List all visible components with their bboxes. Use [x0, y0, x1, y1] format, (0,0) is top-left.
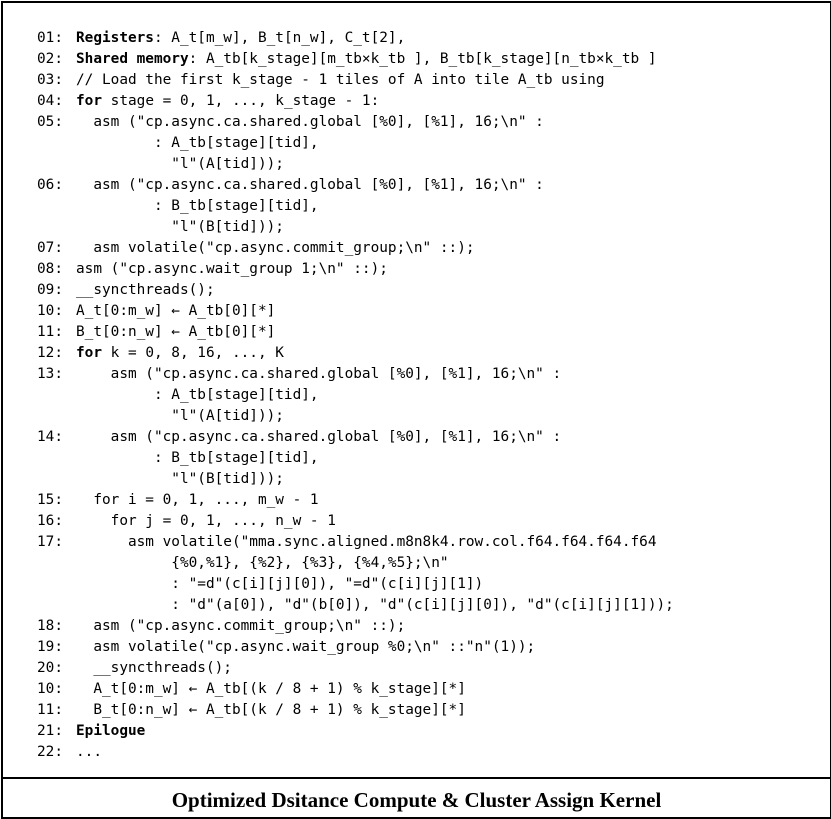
code-content: "l"(A[tid])); [76, 408, 284, 424]
line-number: 12: [37, 345, 63, 361]
code-content: ... [76, 744, 102, 760]
line-number: 19: [37, 639, 63, 655]
line-number: 10: [37, 681, 63, 697]
code-content: asm ("cp.async.ca.shared.global [%0], [%1], 16;\n" : [76, 114, 544, 130]
line-number: 14: [37, 429, 63, 445]
code-text [76, 70, 605, 91]
code-line [37, 343, 820, 364]
line-number [37, 595, 76, 616]
line-number [37, 406, 76, 427]
code-text [76, 154, 284, 175]
code-line [37, 658, 820, 679]
caption-divider [3, 777, 830, 779]
line-number: 22: [37, 744, 63, 760]
code-line [37, 742, 820, 763]
code-keyword: Shared memory [76, 51, 189, 67]
code-content: : A_tb[stage][tid], [76, 135, 319, 151]
line-number: 11: [37, 702, 63, 718]
code-text [76, 469, 284, 490]
line-number: 11: [37, 324, 63, 340]
code-line [37, 427, 820, 448]
code-text [76, 301, 275, 322]
code-line [37, 154, 820, 175]
code-line [37, 385, 820, 406]
line-number [37, 448, 76, 469]
code-content: {%0,%1}, {%2}, {%3}, {%4,%5};\n" [76, 555, 449, 571]
code-line [37, 700, 820, 721]
code-text [76, 616, 405, 637]
code-line [37, 301, 820, 322]
code-text [76, 133, 319, 154]
line-number: 01: [37, 30, 63, 46]
code-content: A_t[0:m_w] ← A_tb[0][*] [76, 303, 276, 319]
code-text [76, 679, 466, 700]
code-content: : A_tb[k_stage][m_tb×k_tb ], B_tb[k_stage][n_tb×k_tb ] [188, 51, 657, 67]
code-content: : A_t[m_w], B_t[n_w], C_t[2], [153, 30, 406, 46]
code-text [76, 700, 466, 721]
line-number [37, 133, 76, 154]
code-text [76, 385, 319, 406]
code-content: for j = 0, 1, ..., n_w - 1 [76, 513, 336, 529]
code-content: A_t[0:m_w] ← A_tb[(k / 8 + 1) % k_stage][*] [76, 681, 466, 697]
code-content: stage = 0, 1, ..., k_stage - 1: [102, 93, 380, 109]
line-number: 07: [37, 240, 63, 256]
line-number [37, 385, 76, 406]
code-line [37, 616, 820, 637]
code-line [37, 238, 820, 259]
line-number: 17: [37, 534, 63, 550]
code-line [37, 679, 820, 700]
code-content: : B_tb[stage][tid], [76, 198, 319, 214]
code-content: : "=d"(c[i][j][0]), "=d"(c[i][j][1]) [76, 576, 484, 592]
code-line [37, 448, 820, 469]
line-number: 20: [37, 660, 63, 676]
line-number [37, 217, 76, 238]
code-text [76, 448, 319, 469]
algorithm-caption: Optimized Dsitance Compute & Cluster Assign Kernel [171, 788, 662, 812]
line-number [37, 154, 76, 175]
code-content: "l"(B[tid])); [76, 471, 284, 487]
code-keyword: Epilogue [76, 723, 146, 739]
code-text [76, 595, 674, 616]
line-number: 21: [37, 723, 63, 739]
code-line [37, 721, 820, 742]
code-text [76, 28, 405, 49]
line-number: 05: [37, 114, 63, 130]
code-text [76, 217, 284, 238]
code-line [37, 532, 820, 553]
code-line [37, 364, 820, 385]
code-text [76, 322, 275, 343]
code-text [76, 112, 544, 133]
code-line [37, 511, 820, 532]
code-text [76, 196, 319, 217]
code-content: // Load the first k_stage - 1 tiles of A into tile A_tb using [76, 72, 605, 88]
line-number [37, 469, 76, 490]
code-text [76, 742, 102, 763]
code-line [37, 553, 820, 574]
code-content: B_t[0:n_w] ← A_tb[0][*] [76, 324, 276, 340]
code-line [37, 259, 820, 280]
code-content: B_t[0:n_w] ← A_tb[(k / 8 + 1) % k_stage][*] [76, 702, 466, 718]
code-content: k = 0, 8, 16, ..., K [102, 345, 284, 361]
code-text [76, 364, 561, 385]
code-text [76, 259, 388, 280]
code-text [76, 574, 483, 595]
code-line [37, 406, 820, 427]
code-line [37, 112, 820, 133]
code-text [76, 511, 336, 532]
code-content: asm volatile("mma.sync.aligned.m8n8k4.row.col.f64.f64.f64.f64 [76, 534, 657, 550]
code-line [37, 574, 820, 595]
code-keyword: for [76, 93, 102, 109]
code-line [37, 133, 820, 154]
line-number [37, 553, 76, 574]
code-line [37, 490, 820, 511]
line-number [37, 574, 76, 595]
code-content: : "d"(a[0]), "d"(b[0]), "d"(c[i][j][0]), "d"(c[i][j][1])); [76, 597, 674, 613]
code-content: __syncthreads(); [76, 282, 215, 298]
code-content: __syncthreads(); [76, 660, 232, 676]
code-line [37, 469, 820, 490]
line-number: 16: [37, 513, 63, 529]
code-line [37, 70, 820, 91]
line-number: 08: [37, 261, 63, 277]
code-line [37, 637, 820, 658]
line-number [37, 196, 76, 217]
code-content: "l"(B[tid])); [76, 219, 284, 235]
code-text [76, 343, 284, 364]
code-line [37, 595, 820, 616]
code-listing [37, 28, 820, 763]
code-content: asm volatile("cp.async.wait_group %0;\n" ::"n"(1)); [76, 639, 536, 655]
code-content: asm ("cp.async.ca.shared.global [%0], [%1], 16;\n" : [76, 366, 562, 382]
code-text [76, 238, 475, 259]
code-text [76, 91, 379, 112]
code-keyword: for [76, 345, 102, 361]
code-content: : A_tb[stage][tid], [76, 387, 319, 403]
code-text [76, 490, 319, 511]
code-line [37, 280, 820, 301]
code-line [37, 175, 820, 196]
code-content: asm ("cp.async.ca.shared.global [%0], [%1], 16;\n" : [76, 429, 562, 445]
line-number: 02: [37, 51, 63, 67]
line-number: 06: [37, 177, 63, 193]
code-line [37, 28, 820, 49]
code-content: for i = 0, 1, ..., m_w - 1 [76, 492, 319, 508]
code-text [76, 721, 145, 742]
code-text [76, 406, 284, 427]
code-content: "l"(A[tid])); [76, 156, 284, 172]
code-line [37, 322, 820, 343]
code-content: : B_tb[stage][tid], [76, 450, 319, 466]
code-line [37, 91, 820, 112]
code-text [76, 427, 561, 448]
line-number: 18: [37, 618, 63, 634]
line-number: 04: [37, 93, 63, 109]
line-number: 03: [37, 72, 63, 88]
code-text [76, 553, 449, 574]
code-line [37, 196, 820, 217]
code-text [76, 637, 535, 658]
code-line [37, 49, 820, 70]
code-content: asm ("cp.async.wait_group 1;\n" ::); [76, 261, 388, 277]
code-content: asm ("cp.async.commit_group;\n" ::); [76, 618, 406, 634]
code-content: asm ("cp.async.ca.shared.global [%0], [%1], 16;\n" : [76, 177, 544, 193]
code-text [76, 280, 215, 301]
code-keyword: Registers [76, 30, 154, 46]
code-text [76, 532, 656, 553]
line-number: 13: [37, 366, 63, 382]
code-text [76, 49, 657, 70]
line-number: 10: [37, 303, 63, 319]
code-text [76, 658, 232, 679]
line-number: 09: [37, 282, 63, 298]
algorithm-box [1, 1, 831, 819]
line-number: 15: [37, 492, 63, 508]
code-text [76, 175, 544, 196]
code-line [37, 217, 820, 238]
code-content: asm volatile("cp.async.commit_group;\n" ::); [76, 240, 475, 256]
